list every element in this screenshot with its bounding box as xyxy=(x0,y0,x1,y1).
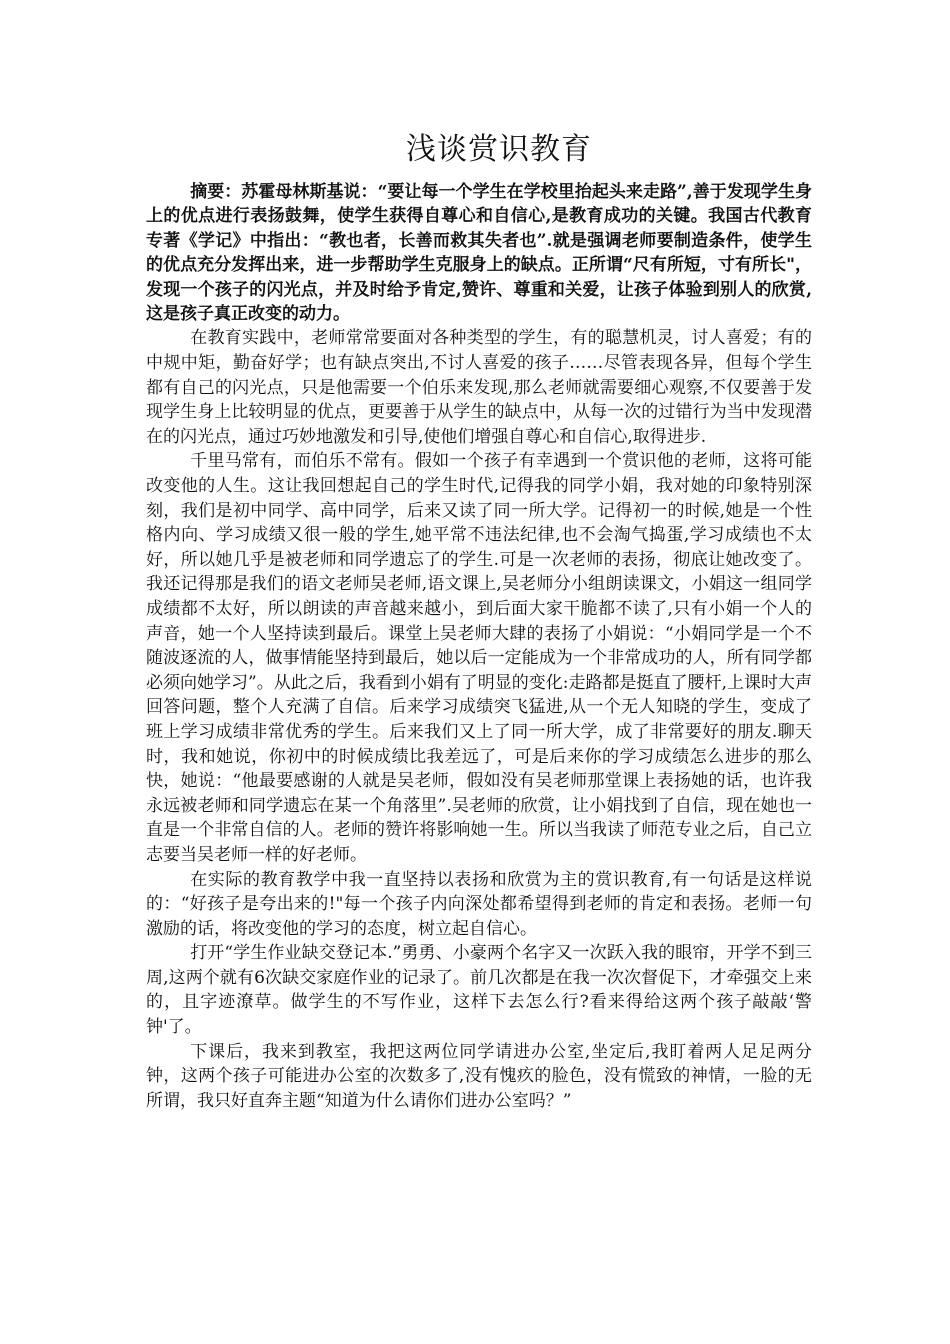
document-title: 浅谈赏识教育 xyxy=(406,132,592,167)
body-paragraph-2: 千里马常有，而伯乐不常有。假如一个孩子有幸遇到一个赏识他的老师，这将可能改变他的人生。这让我回想起自己的学生时代,记得我的同学小娟，我对她的印象特别深刻，我们是初中同学、高中同学，后来又读了同一所大学。记得初一的时候,她是一个性格内向、学习成绩又很一般的学生,她平常不违法纪律,也不会淘气捣蛋,学习成绩也不太好，所以她几乎是被老师和同学遗忘了的学生.可是一次老师的表扬，彻底让她改变了。我还记得那是我们的语文老师吴老师,语文课上,吴老师分小组朗读课文，小娟这一组同学成绩都不太好，所以朗读的声音越来越小，到后面大家干脆都不读了,只有小娟一个人的声音，她一个人坚持读到最后。课堂上吴老师大肆的表扬了小娟说：“小娟同学是一个不随波逐流的人，做事情能坚持到最后，她以后一定能成为一个非常成功的人，所有同学都必须向她学习”。从此之后，我看到小娟有了明显的变化:走路都是挺直了腰杆,上课时大声回答问题，整个人充满了自信。后来学习成绩突飞猛进,从一个无人知晓的学生，变成了班上学习成绩非常优秀的学生。后来我们又上了同一所大学，成了非常要好的朋友.聊天时，我和她说，你初中的时候成绩比我差远了，可是后来你的学习成绩怎么进步的那么快，她说：“他最要感谢的人就是吴老师，假如没有吴老师那堂课上表扬她的话，也许我永远被老师和同学遗忘在某一个角落里”.吴老师的欣赏，让小娟找到了自信，现在她也一直是一个非常自信的人。老师的赞许将影响她一生。所以当我读了师范专业之后，自己立志要当吴老师一样的好老师。 xyxy=(146,451,812,865)
body-paragraph-4: 打开“学生作业缺交登记本.”勇勇、小豪两个名字又一次跃入我的眼帘，开学不到三周,这两个就有6次缺交家庭作业的记录了。前几次都是在我一次次督促下，才牵强交上来的，且字迹潦草。做学生的不写作业，这样下去怎么行?看来得给这两个孩子敲敲‘警钟'了。 xyxy=(146,943,812,1038)
body-paragraph-1: 在教育实践中，老师常常要面对各种类型的学生，有的聪慧机灵，讨人喜爱；有的中规中矩，勤奋好学；也有缺点突出,不讨人喜爱的孩子……尽管表现各异，但每个学生都有自己的闪光点，只是他需要一个伯乐来发现,那么老师就需要细心观察,不仅要善于发现学生身上比较明显的优点，更要善于从学生的缺点中，从每一次的过错行为当中发现潜在的闪光点，通过巧妙地激发和引导,使他们增强自尊心和自信心,取得进步. xyxy=(146,328,812,447)
document-page xyxy=(146,128,812,1113)
body-paragraph-5: 下课后，我来到教室，我把这两位同学请进办公室,坐定后,我盯着两人足足两分钟，这两个孩子可能进办公室的次数多了,没有愧疚的脸色，没有慌致的神情，一脸的无所谓，我只好直奔主题“知道为什么请你们进办公室吗？” xyxy=(146,1041,812,1111)
abstract-paragraph: 摘要：苏霍母林斯基说：“要让每一个学生在学校里抬起头来走路”,善于发现学生身上的优点进行表扬鼓舞，使学生获得自尊心和自信心,是教育成功的关键。我国古代教育专著《学记》中指出：“教也者，长善而救其失者也”.就是强调老师要制造条件，使学生的优点充分发挥出来，进一步帮助学生克服身上的缺点。正所谓“尺有所短，寸有所长"，发现一个孩子的闪光点，并及时给予肯定,赞许、尊重和关爱，让孩子体验到别人的欣赏,这是孩子真正改变的动力。 xyxy=(146,182,812,325)
body-paragraph-3: 在实际的教育教学中我一直坚持以表扬和欣赏为主的赏识教育,有一句话是这样说的：“好孩子是夸出来的!"每一个孩子内向深处都希望得到老师的肯定和表扬。老师一句激励的话，将改变他的学习的态度，树立起自信心。 xyxy=(146,869,812,939)
